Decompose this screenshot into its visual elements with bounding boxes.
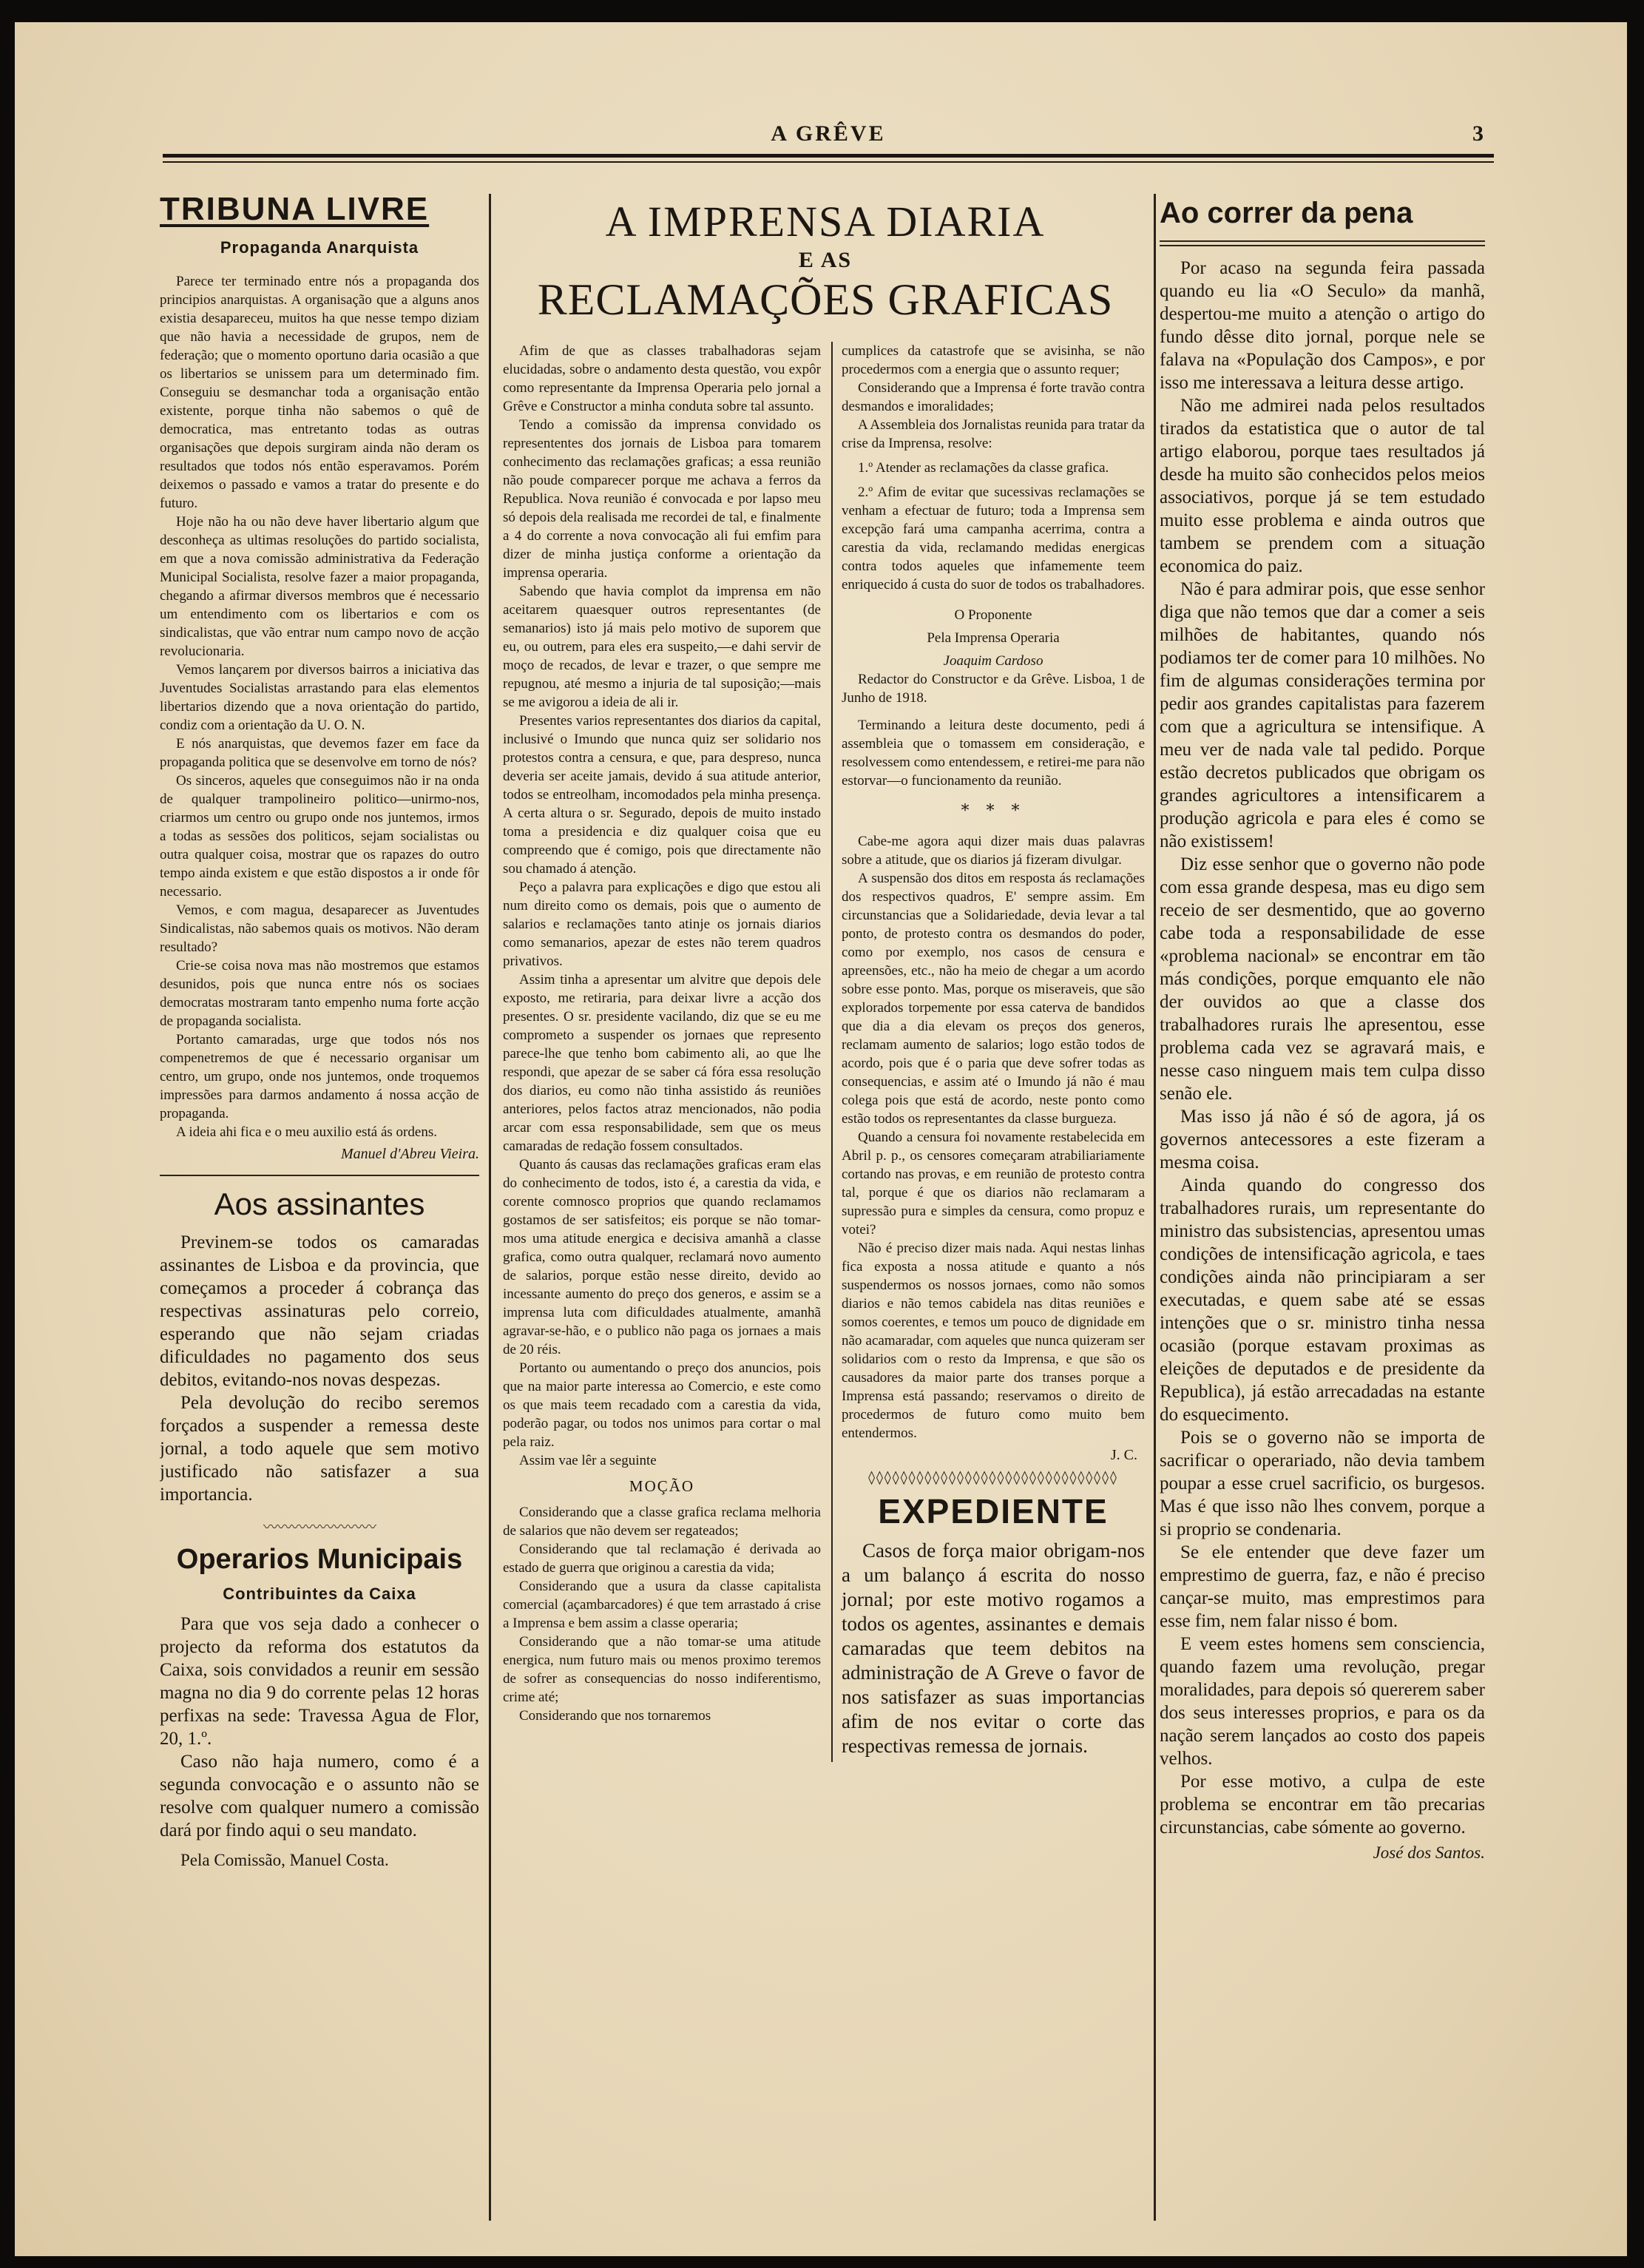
- article-paragraph: Quando a censura foi novamente restabelecida em Abril p. p., os censores começaram atrabiliariamente cortando nas provas, e em reunião de protesto contra tal, porque é que os diarios não reclamaram a supressão pura e simples da censura, como propuz e votei?: [842, 1130, 1145, 1238]
- ornament-divider: ◊◊◊◊◊◊◊◊◊◊◊◊◊◊◊◊◊◊◊◊◊◊◊◊◊◊◊◊◊◊◊: [868, 1470, 1118, 1485]
- article-paragraph: Vemos, e com magua, desaparecer as Juventudes Sindicalistas, não sabemos quais os motivos. Não deram resultado?: [160, 902, 479, 955]
- column-tribuna-livre: [160, 191, 479, 2232]
- mocao-paragraph: Considerando que a classe grafica reclama melhoria de salarios que não devem ser regateados;: [503, 1505, 821, 1539]
- column-ao-correr-da-pena: [1160, 191, 1485, 2232]
- article-paragraph: Mas isso já não é só de agora, já os governos antecessores a este fizeram a mesma coisa.: [1160, 1107, 1485, 1172]
- article-paragraph: Considerando que a Imprensa é forte travão contra desmandos e imoralidades;: [842, 380, 1145, 414]
- ornament-divider: 〰〰〰〰〰〰〰〰: [263, 1518, 376, 1536]
- article-paragraph: Portanto camaradas, urge que todos nós nos compenetremos de que é necessario organisar um centro, um grupo, onde nos juntemos, onde troquemos impressões para darmos andamento á nossa acção de propaganda.: [160, 1032, 479, 1121]
- notice-paragraph: Pela devolução do recibo seremos forçados a suspender a remessa deste jornal, a todo aquele que sem motivo justificado não satisfazer a sua importancia.: [160, 1393, 479, 1505]
- section-title-rule: [1160, 240, 1485, 246]
- section-title-aos-assinantes: Aos assinantes: [214, 1187, 425, 1221]
- column-divider-2: [831, 342, 833, 1762]
- article-paragraph: Pois se o governo não se importa de sacrificar o operariado, não devia tambem poupar a esse cruel sacrificio, os burgesos. Mas é que isso não lhes convem, porque a si proprio se condenaria.: [1160, 1428, 1485, 1539]
- article-paragraph: Diz esse senhor que o governo não pode com essa grande despesa, mas eu digo sem receio de ser desmentido, que ao governo cabe toda a responsabilidade de esse «problema nacional» se encontrar em tão más condições, porque emquanto ele não der ouvidos ao que a classe dos trabalhadores rurais lhe apresentou, esse problema cada vez se agravará mais, e nesse caso ninguem mais tem culpa disso senão ele.: [1160, 854, 1485, 1104]
- article-paragraph: Os sinceros, aqueles que conseguimos não ir na onda de qualquer trampolineiro politico—unirmo-nos, criarmos um centro ou grupo onde nos juntemos, irmos a todas as sessões dos politicos, sejam socialistas ou outra qualquer coisa, mostrar que os rapazes do outro tempo ainda existem e que estão dispostos a ir onde fôr necessario.: [160, 773, 479, 900]
- article-paragraph: Não é para admirar pois, que esse senhor diga que não temos que dar a comer a seis milhões de habitantes, quando nós podiamos ter de comer para 10 milhões. No fim de algumas considerações termina por pedir aos grandes capitalistas para fazerem com que a agricultura se intensifique. A meu ver de nada vale tal pedido. Porque estão decretos publicados que obrigam os grandes agricultores a intensificarem a produção agricola e para eles é como se não existissem!: [1160, 579, 1485, 851]
- article-paragraph: Assim vae lêr a seguinte: [519, 1453, 657, 1468]
- expediente-text: Casos de força maior obrigam-nos a um balanço á escrita do nosso jornal; por este motivo rogamos a todos os agentes, assinantes e demais camaradas que teem debitos na administração de A Greve o favor de nos satisfazer as suas importancias afim de nos evitar o corte das respectivas remessa de jornais.: [842, 1539, 1145, 1757]
- mocao-title: MOÇÃO: [629, 1477, 695, 1495]
- section-divider: [160, 1175, 479, 1176]
- article-paragraph: Assim tinha a apresentar um alvitre que depois dele exposto, me retiraria, para deixar livre a acção dos presentes. O sr. presidente vacilando, diz que se eu me comprometo a suspender os jornaes que represento parece-lhe que tenho bom cabimento ali, ao que lhe respondi, que apezar de se saber cá fóra essa resolução dos diarios, eu como não tinha assistido ás reuniões anteriores, pelos factos atraz mencionados, não podia arcar com essa responsabilidade, sem que os meus camaradas de redação fossem consultados.: [503, 972, 821, 1154]
- article-signature: José dos Santos.: [1373, 1843, 1485, 1862]
- main-headline: [503, 197, 1148, 325]
- redactor-line: Redactor do Constructor e da Grêve. Lisboa, 1 de Junho de 1918.: [842, 672, 1145, 706]
- article-paragraph: Tendo a comissão da imprensa convidado os represententes dos jornais de Lisboa para tomarem conhecimento das reclamações graficas; a essa reunião não poude comparecer porque me achava a ferros da Republica. Nova reunião é convocada e por lapso meu só depois dela realisada me recordei de tal, e finalmente a 4 do corrente a nova convocação ali fui emfim para dizer de minha justiça conforme a orientação da imprensa operaria.: [503, 417, 821, 581]
- article-paragraph: Quanto ás causas das reclamações graficas eram elas do conhecimento de todos, isto é, a carestia da vida, e corente comnosco proprios que quando reclamamos gostamos de ser satisfeitos; eis porque se não tomar-mos uma atitude energica e decisiva amanhã a classe grafica, como outra qualquer, reclamará novo aumento de salarios, porque estão nesse direito, devido ao incessante aumento do preço dos generos, e assim se a imprensa luta com dificuldades atualmente, amanhã agravar-se-hão, e o publico não paga os jornaes a mais de 20 réis.: [503, 1157, 821, 1357]
- notice-paragraph: Para que vos seja dado a conhecer o projecto da reforma dos estatutos da Caixa, sois convidados a reunir em sessão magna no dia 9 do corrente pelas 12 horas perfixas na sede: Travessa Agua de Flor, 20, 1.º.: [160, 1614, 479, 1749]
- proponente-label: O Proponente: [954, 607, 1032, 623]
- article-paragraph: 1.º Atender as reclamações da classe grafica.: [858, 460, 1109, 476]
- notice-signature: Pela Comissão, Manuel Costa.: [180, 1851, 389, 1869]
- article-paragraph: Ainda quando do congresso dos trabalhadores rurais, um representante do ministro das subsistencias, apresentou umas condições de intensificação agricola, e taes condições ainda não principiaram a ser executadas, e quem sabe até se essas intenções que o sr. ministro tinha nessa ocasião (porque estavam proximas as eleições de deputados e de presidente da Republica), já estão arrecadadas na estante do esquecimento.: [1160, 1175, 1485, 1425]
- article-paragraph: Crie-se coisa nova mas não mostremos que estamos desunidos, pois que nunca entre nós os sociaes democratas mostraram tanto empenho numa forte acção de propaganda socialista.: [160, 958, 479, 1029]
- article-paragraph: Portanto ou aumentando o preço dos anuncios, pois que na maior parte interessa ao Comercio, e este como os que mais teem recadado com a carestia da vida, poderão pagar, ou todos nos unimos para cortar o mal pela raiz.: [503, 1360, 821, 1450]
- article-paragraph: A suspensão dos ditos em resposta ás reclamações dos respectivos quadros, E' sempre assim. Em circunstancias que a Solidariedade, devia levar a tal ponto, de protesto contra os desmandos do poder, como por exemplo, nos casos de censura e apreensões, etc., não ha meio de chegar a um acordo sobre esse ponto. Mas, porque os miseraveis, que são explorados torpemente por essa caterva de bandidos que dia a dia elevam os preços dos generos, reclamam aumento de salarios; logo estão todos de acordo, pois que é o paria que deve sofrer todas as consequencias, e assim até o Imundo já não é mau colega pois que está de acordo, neste ponto como estão todos os representantes da classe burgueza.: [842, 871, 1145, 1127]
- proponente-name: Joaquim Cardoso: [943, 653, 1043, 669]
- column-divider-3: [1154, 194, 1156, 2221]
- article-paragraph: E nós anarquistas, que devemos fazer em face da propaganda politica que se desenvolve em torno de nós?: [160, 736, 479, 770]
- main-article-left-column: [503, 342, 821, 1725]
- newspaper-page: [15, 22, 1627, 2256]
- article-paragraph: Terminando a leitura deste documento, pedi á assembleia que o tomassem em consideração, e resolvessem como entendessem, e retirei-me para não estorvar—o funcionamento da reunião.: [842, 718, 1145, 789]
- article-paragraph: A ideia ahi fica e o meu auxilio está ás ordens.: [176, 1124, 437, 1140]
- article-paragraph: E veem estes homens sem consciencia, quando fazem uma revolução, pregar moralidades, para depois só quererem saber dos seus interesses proprios, e para os da nação serem lançados ao costo dos papeis velhos.: [1160, 1634, 1485, 1769]
- article-paragraph: Não é preciso dizer mais nada. Aqui nestas linhas fica exposta a nossa atitude e quanto a nós suspendermos os nossos jornaes, como não somos diarios e não temos cabidela nas ditas reuniões e somos coerentes, e temos um pouco de dignidade em não acamaradar, com aqueles que nunca quizeram ser solidarios com o resto da Imprensa, e que são os causadores da maior parte dos transes porque a Imprensa está passando; reservamos o direito de procedermos de futuro como muito bem entendermos.: [842, 1241, 1145, 1441]
- article-subtitle: Propaganda Anarquista: [220, 238, 419, 257]
- article-paragraph: Peço a palavra para explicações e digo que estou ali num direito como os demais, pois que o aumento de salarios e reclamações tanto atinje os jornais diarios como semanarios, apezar de estes não terem quadros privativos.: [503, 880, 821, 969]
- article-paragraph: Afim de que as classes trabalhadoras sejam elucidadas, sobre o andamento desta questão, vou expôr como representante da Imprensa Operaria pelo jornal a Grêve e Constructor a minha conduta sobre tal assunto.: [503, 343, 821, 414]
- section-subtitle-contribuintes: Contribuintes da Caixa: [223, 1584, 416, 1603]
- article-paragraph: Por acaso na segunda feira passada quando eu lia «O Seculo» da manhã, despertou-me muito a atenção o artigo do fundo dêsse dito jornal, porque nele se falava na «População dos Campos», e por isso me interessava a leitura desse artigo.: [1160, 258, 1485, 393]
- article-paragraph: Não me admirei nada pelos resultados tirados da estatistica que o autor de tal artigo elaborou, porque taes resultados já desde ha muito são conhecidos pelos meios associativos, porque já se tem estudado muito esse problema e ainda outros que tambem se prendem com a situação economica do paiz.: [1160, 396, 1485, 576]
- section-title-tribuna-livre: TRIBUNA LIVRE: [160, 191, 430, 227]
- headline-line-2: E AS: [798, 248, 853, 272]
- main-article-right-column: [842, 342, 1145, 1758]
- stars-separator: * * *: [961, 802, 1026, 820]
- headline-line-1: A IMPRENSA DIARIA: [605, 198, 1046, 246]
- article-paragraph: Hoje não ha ou não deve haver libertario algum que desconheça as ultimas resoluções do partido socialista, em que a nova comissão administrativa da Federação Municipal Socialista, resolve fazer a maior propaganda, chegando a afirmar diversos membros que é necessario um entendimento com os libertarios e com os sindicalistas, que vão entrar num campo novo de acção revolucionaria.: [160, 514, 479, 659]
- article-signature: J. C.: [1110, 1447, 1137, 1463]
- mocao-paragraph: Considerando que tal reclamação é derivada ao estado de guerra que originou a carestia da vida;: [503, 1542, 821, 1576]
- section-title-expediente: EXPEDIENTE: [878, 1492, 1109, 1530]
- article-paragraph: Se ele entender que deve fazer um emprestimo de guerra, faz, e não é preciso cançar-se muito, mas emprestimos para esse fim, nem falar nisso é bom.: [1160, 1542, 1485, 1631]
- section-title-ao-correr-da-pena: Ao correr da pena: [1160, 197, 1413, 229]
- article-paragraph: Presentes varios representantes dos diarios da capital, inclusivé o Imundo que nunca quiz ser solidario nos protestos contra a censura, e que, para despreso, nunca deveria ser aceite jamais, devido á sua atitude anterior, todos se entreolham, incomodados pela minha presença. A certa altura o sr. Segurado, depois de muito instado toma a presidencia e diz qualquer coisa que eu compreendo que é comigo, pois que directamente não sou chamado á atenção.: [503, 713, 821, 877]
- masthead-rule-thin: [163, 161, 1494, 163]
- page-number: 3: [1472, 121, 1484, 146]
- article-signature: Manuel d'Abreu Vieira.: [340, 1146, 479, 1162]
- article-paragraph: cumplices da catastrofe que se avisinha, se não procedermos com a energia que o assunto requer;: [842, 343, 1145, 377]
- headline-line-3: RECLAMAÇÕES GRAFICAS: [537, 275, 1114, 324]
- article-paragraph: Vemos lançarem por diversos bairros a iniciativa das Juventudes Socialistas arrastando para elas elementos libertarios dizendo que a nova orientação do partido, condiz com a orientação da U. O. N.: [160, 662, 479, 733]
- masthead-title: A GRÊVE: [771, 121, 886, 146]
- article-paragraph: Por esse motivo, a culpa de este problema se encontrar em tão precarias circunstancias, cabe sómente ao governo.: [1160, 1772, 1485, 1837]
- mocao-paragraph: Considerando que nos tornaremos: [519, 1708, 711, 1724]
- column-divider-1: [489, 194, 491, 2221]
- mocao-paragraph: Considerando que a não tomar-se uma atitude energica, num futuro mais ou menos proximo teremos de sofrer as consequencias do nosso indiferentismo, crime até;: [503, 1634, 821, 1705]
- article-paragraph: 2.º Afim de evitar que sucessivas reclamações se venham a efectuar de futuro; toda a Imprensa sem excepção fará uma campanha acerrima, contra a carestia da vida, reclamando medidas energicas contra todos aqueles que infamemente teem enriquecido á custa do suor de todos os trabalhadores.: [842, 485, 1145, 593]
- mocao-paragraph: Considerando que a usura da classe capitalista comercial (açambarcadores) é que tem arrastado á crise a Imprensa e bem assim a classe operaria;: [503, 1579, 821, 1631]
- article-paragraph: Sabendo que havia complot da imprensa em não aceitarem quaesquer outros representantes (de semanarios) isto já mais pelo motivo de suporem que eu, ou outrem, para eles era suspeito,—e dahi servir de moço de recados, de levar e trazer, o que sempre me repugnou, até mesmo a injuria de tal suposição;—mais se me avigorou a ideia de ali ir.: [503, 584, 821, 710]
- notice-paragraph: Caso não haja numero, como é a segunda convocação e o assunto não se resolve com qualquer numero a comissão dará por findo aqui o seu mandato.: [160, 1752, 479, 1840]
- masthead-rule-thick: [163, 154, 1494, 158]
- section-title-operarios-municipais: Operarios Municipais: [176, 1544, 463, 1575]
- article-paragraph: Cabe-me agora aqui dizer mais duas palavras sobre a atitude, que os diarios já fizeram divulgar.: [842, 834, 1145, 868]
- article-paragraph: Parece ter terminado entre nós a propaganda dos principios anarquistas. A organisação que a alguns anos existia desapareceu, muitos ha que nesse tempo diziam que não havia a necessidade de grupos, nem de federação; que o momento oportuno daria ocasião a que os libertarios se unissem para um determinado fim. Conseguiu se desmanchar toda a organisação então existente, porque tinha não sabemos o quê de democratica, mas entretanto todas as outras organisações que depois surgiram ainda não deram os resultados que todos nós então esperavamos. Porém deixemos o passado e vamos a tratar do presente e do futuro.: [160, 274, 479, 511]
- proponente-org: Pela Imprensa Operaria: [927, 630, 1060, 646]
- notice-paragraph: Previnem-se todos os camaradas assinantes de Lisboa e da provincia, que começamos a proceder á cobrança das respectivas assinaturas pelo correio, esperando que não sejam criadas dificuldades no pagamento dos seus debitos, evitando-nos novas despezas.: [160, 1232, 479, 1390]
- article-paragraph: A Assembleia dos Jornalistas reunida para tratar da crise da Imprensa, resolve:: [842, 417, 1145, 451]
